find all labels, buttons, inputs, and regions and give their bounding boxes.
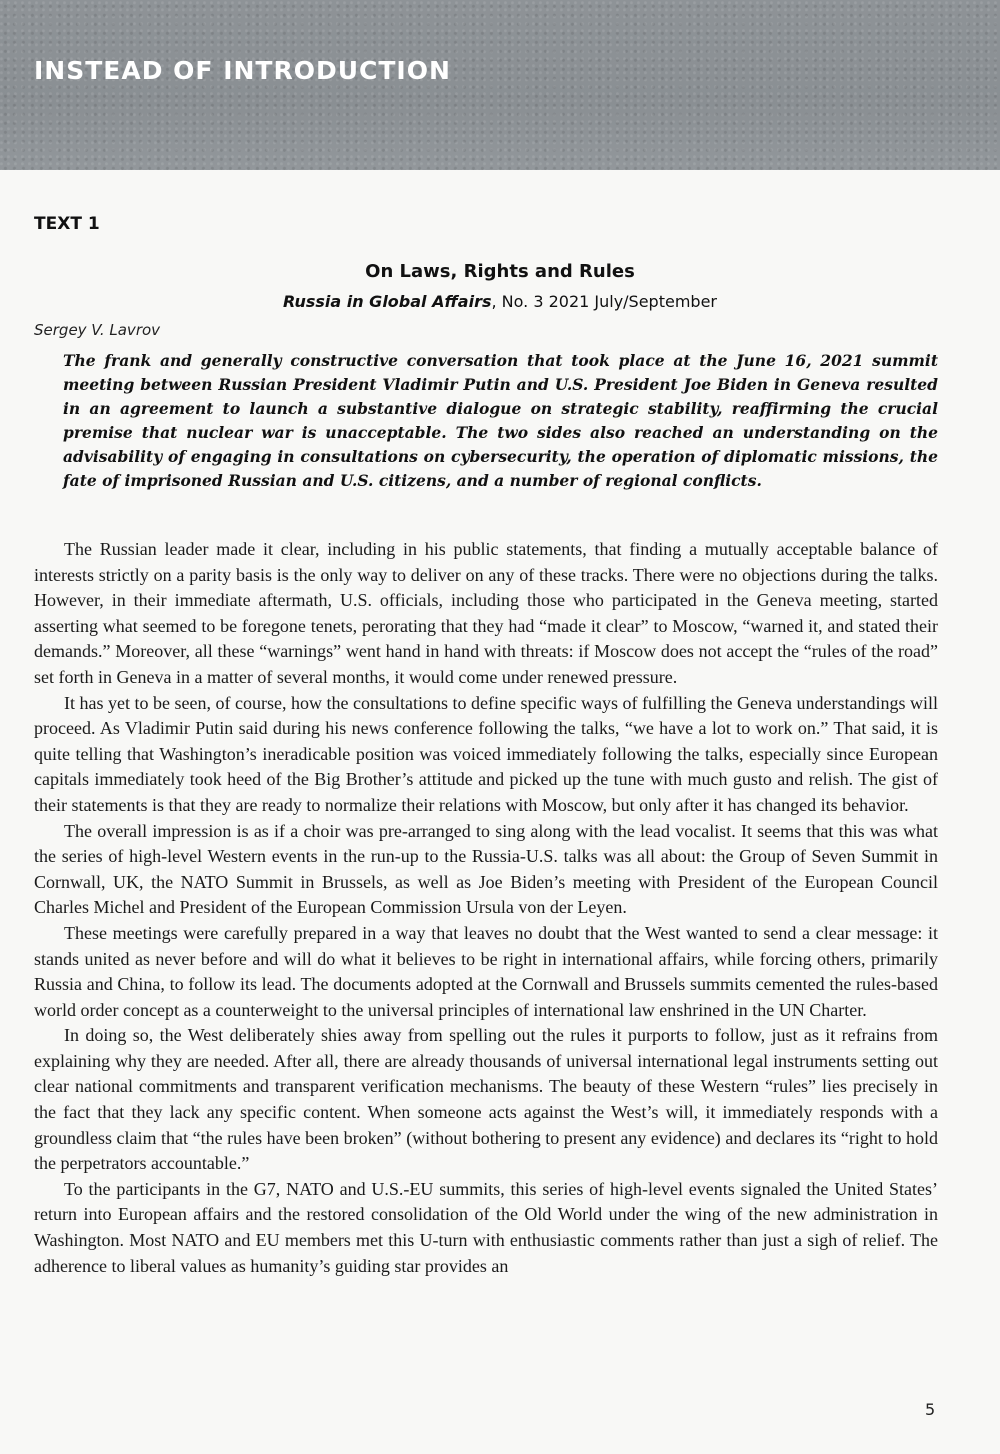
section-header-band xyxy=(0,0,1000,170)
body-paragraph: In doing so, the West deliberately shies away from spelling out the rules it purports to follow, just as it refrains from explaining why they are needed. After all, there are already thousands of universal international legal instruments setting out clear national commitments and transparent verification mechanisms. The beauty of these Western “rules” lies precisely in the fact that they lack any specific content. When someone acts against the West’s will, it immediately responds with a groundless claim that “the rules have been broken” (without bothering to present any evidence) and declares its “right to hold the perpetrators accountable.” xyxy=(34,1025,938,1174)
body-paragraph: It has yet to be seen, of course, how the consultations to define specific ways of fulfilling the Geneva understandings will proceed. As Vladimir Putin said during his news conference following the talks, “we have a lot to work on.” That said, it is quite telling that Washington’s ineradicable position was voiced immediately following the talks, especially since European capitals immediately took heed of the Big Brother’s attitude and picked up the tune with much gusto and relish. The gist of their statements is that they are ready to normalize their relations with Moscow, but only after it has changed its behavior. xyxy=(34,692,938,815)
body-paragraph: These meetings were carefully prepared in a way that leaves no doubt that the West wanted to send a clear message: it stands united as never before and will do what it believes to be right in international affairs, while forcing others, primarily Russia and China, to follow its lead. The documents adopted at the Cornwall and Brussels summits cemented the rules-based world order concept as a counterweight to the universal principles of international law enshrined in the UN Charter. xyxy=(34,922,938,1020)
body-paragraph: The overall impression is as if a choir was pre-arranged to sing along with the lead vocalist. It seems that this was what the series of high-level Western events in the run-up to the Russia-U.S. talks was all about: the Group of Seven Summit in Cornwall, UK, the NATO Summit in Brussels, as well as Joe Biden’s meeting with President of the European Council Charles Michel and President of the European Commission Ursula von der Leyen. xyxy=(34,820,938,918)
source-issue: , No. 3 2021 July/September xyxy=(491,292,717,311)
text-label: TEXT 1 xyxy=(34,214,100,234)
article-body xyxy=(34,537,938,1279)
lead-paragraph: The frank and generally constructive conversation that took place at the June 16, 2021 summit meeting between Russian President Vladimir Putin and U.S. President Joe Biden in Geneva resulted in an agreement to launch a substantive dialogue on strategic stability, reaffirming the crucial premise that nuclear war is unacceptable. The two sides also reached an understanding on the advisability of engaging in consultations on cybersecurity, the operation of diplomatic missions, the fate of imprisoned Russian and U.S. citizens, and a number of regional conflicts. xyxy=(63,351,938,490)
page-number: 5 xyxy=(925,1400,936,1419)
article-source xyxy=(0,292,1000,311)
body-paragraph: The Russian leader made it clear, including in his public statements, that finding a mutually acceptable balance of interests strictly on a parity basis is the only way to deliver on any of these tracks. There were no objections during the talks. However, in their immediate aftermath, U.S. officials, including those who participated in the Geneva meeting, started asserting what seemed to be foregone tenets, perorating that they had “made it clear” to Moscow, “warned it, and stated their demands.” Moreover, all these “warnings” went hand in hand with threats: if Moscow does not accept the “rules of the road” set forth in Geneva in a matter of several months, it would come under renewed pressure. xyxy=(34,539,938,687)
article-author: Sergey V. Lavrov xyxy=(34,321,161,339)
section-title: INSTEAD OF INTRODUCTION xyxy=(34,56,451,85)
body-paragraph: To the participants in the G7, NATO and U.S.-EU summits, this series of high-level events signaled the United States’ return into European affairs and the restored consolidation of the Old World under the wing of the new administration in Washington. Most NATO and EU members met this U-turn with enthusiastic comments rather than just a sigh of relief. The adherence to liberal values as humanity’s guiding star provides an xyxy=(34,1178,938,1276)
article-title: On Laws, Rights and Rules xyxy=(365,261,635,282)
source-journal: Russia in Global Affairs xyxy=(283,292,492,311)
